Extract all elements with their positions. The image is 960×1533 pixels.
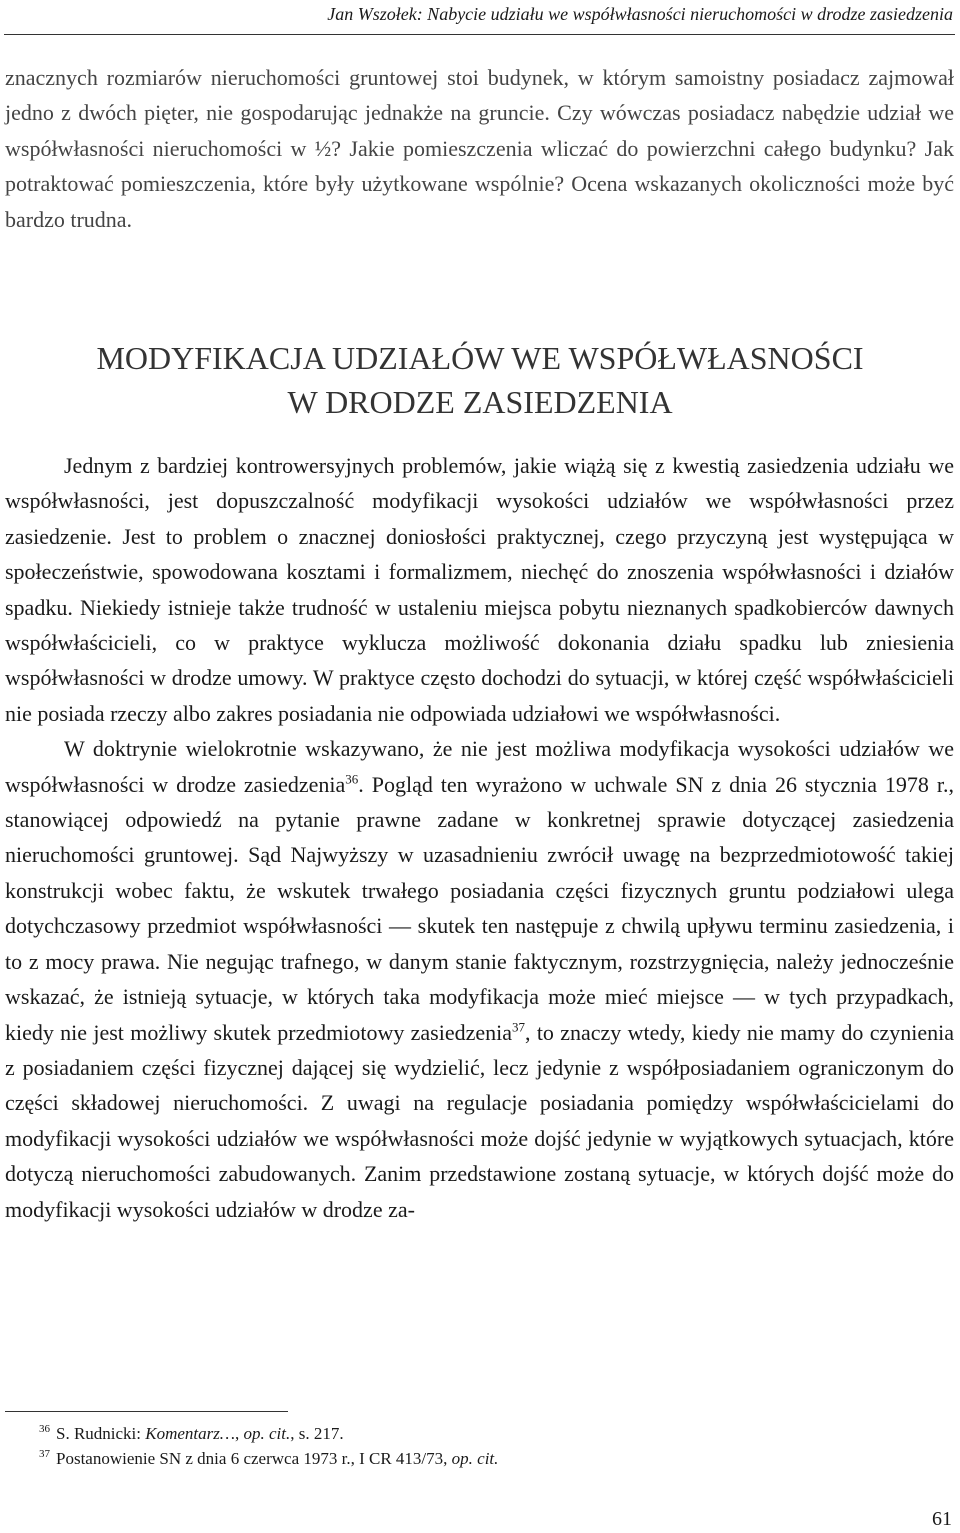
- main-text: [5, 448, 954, 1227]
- footnote-text: , s. 217.: [290, 1424, 344, 1443]
- footnote-number: 36: [39, 1423, 50, 1436]
- lead-text: znacznych rozmiarów nieruchomości gruntowej stoi budynek, w którym samoistny posiadacz zajmował jedno z dwóch pięter, nie gospodarując jednakże na gruncie. Czy wówczas posiadacz nabędzie udział we współwłasności nieruchomości w ½? Jakie pomieszczenia wliczać do powierzchni całego budynku? Jak potraktować pomieszczenia, które były użytkowane wspólnie? Ocena wskazanych okoliczności może być bardzo trudna.: [5, 65, 954, 232]
- header-rule: [4, 34, 955, 35]
- section-title: [0, 336, 960, 424]
- paragraph-2-part1: W doktrynie wielokrotnie wskazywano, że nie jest możliwa modyfikacja wysokości udziałów we współwłasności w drodze zasiedzenia: [5, 736, 954, 797]
- section-title-line2: W DRODZE ZASIEDZENIA: [287, 384, 673, 420]
- footnote-ref-36[interactable]: 36: [345, 771, 359, 787]
- footnotes: [39, 1421, 939, 1471]
- lead-paragraph: [5, 60, 954, 237]
- footnote-37: [39, 1446, 939, 1471]
- footnote-rule: [5, 1411, 288, 1412]
- paragraph-2: [5, 731, 954, 1227]
- footnote-ref-37[interactable]: 37: [512, 1019, 526, 1035]
- footnote-text: ,: [235, 1424, 244, 1443]
- footnote-number: 37: [39, 1448, 50, 1461]
- paragraph-2-part3: , to znaczy wtedy, kiedy nie mamy do czynienia z posiadaniem części fizycznej dającej się wydzielić, lecz jedynie z współposiadaniem ograniczonym do części składowej nieruchomości. Z uwagi na regulacje posiadania pomiędzy współwłaścicielami do modyfikacji wysokości udziałów we współwłasności może dojść jedynie w wyjątkowych sytuacjach, które dotyczą nieruchomości zabudowanych. Zanim przedstawione zostaną sytuacje, w których dojść może do modyfikacji wysokości udziałów w drodze za-: [5, 1019, 954, 1222]
- footnote-36: [39, 1421, 939, 1446]
- paragraph-1: Jednym z bardziej kontrowersyjnych problemów, jakie wiążą się z kwestią zasiedzenia udziału we współwłasności, jest dopuszczalność modyfikacji wysokości udziałów we współwłasności przez zasiedzenie. Jest to problem o znacznej doniosłości praktycznej, czego przyczyną jest występująca w społeczeństwie, spowodowana kosztami i formalizmem, niechęć do znoszenia współwłasności i działów spadku. Niekiedy istnieje także trudność w ustaleniu miejsca pobytu nieznanych spadkobierców dawnych współwłaścicieli, co w praktyce wyklucza możliwość dokonania działu spadku lub zniesienia współwłasności w drodze umowy. W praktyce często dochodzi do sytuacji, w której część współwłaścicieli nie posiada rzeczy albo zakres posiadania nie odpowiada udziałowi we współwłasności.: [5, 453, 954, 726]
- page-number: 61: [932, 1508, 952, 1530]
- footnote-text: S. Rudnicki:: [56, 1424, 146, 1443]
- footnote-text: Postanowienie SN z dnia 6 czerwca 1973 r., I CR 413/73,: [56, 1449, 452, 1468]
- paragraph-2-part2: . Pogląd ten wyrażono w uchwale SN z dnia 26 stycznia 1978 r., stanowiącej odpowiedź na pytanie prawne zadane w konkretnej sprawie dotyczącej zasiedzenia nieruchomości gruntowej. Sąd Najwyższy w uzasadnieniu zwrócił uwagę na bezprzedmiotowość takiej konstrukcji wobec faktu, że wskutek trwałego posiadania części fizycznych gruntu podziałowi ulega dotychczasowy przedmiot współwłasności — skutek ten następuje z chwilą upływu terminu zasiedzenia, i to z mocy prawa. Nie negując trafnego, w danym stanie faktycznym, rozstrzygnięcia, należy jednocześnie wskazać, że istnieją sytuacje, w których taka modyfikacja może mieć miejsce — w tych przypadkach, kiedy nie jest możliwy skutek przedmiotowy zasiedzenia: [5, 771, 954, 1045]
- footnote-italic: op. cit.: [243, 1424, 291, 1443]
- footnote-italic: op. cit.: [451, 1449, 499, 1468]
- footnote-italic: Komentarz…: [145, 1424, 235, 1443]
- section-title-line1: MODYFIKACJA UDZIAŁÓW WE WSPÓŁWŁASNOŚCI: [96, 340, 864, 376]
- running-head: Jan Wszołek: Nabycie udziału we współwłasności nieruchomości w drodze zasiedzenia: [327, 4, 953, 24]
